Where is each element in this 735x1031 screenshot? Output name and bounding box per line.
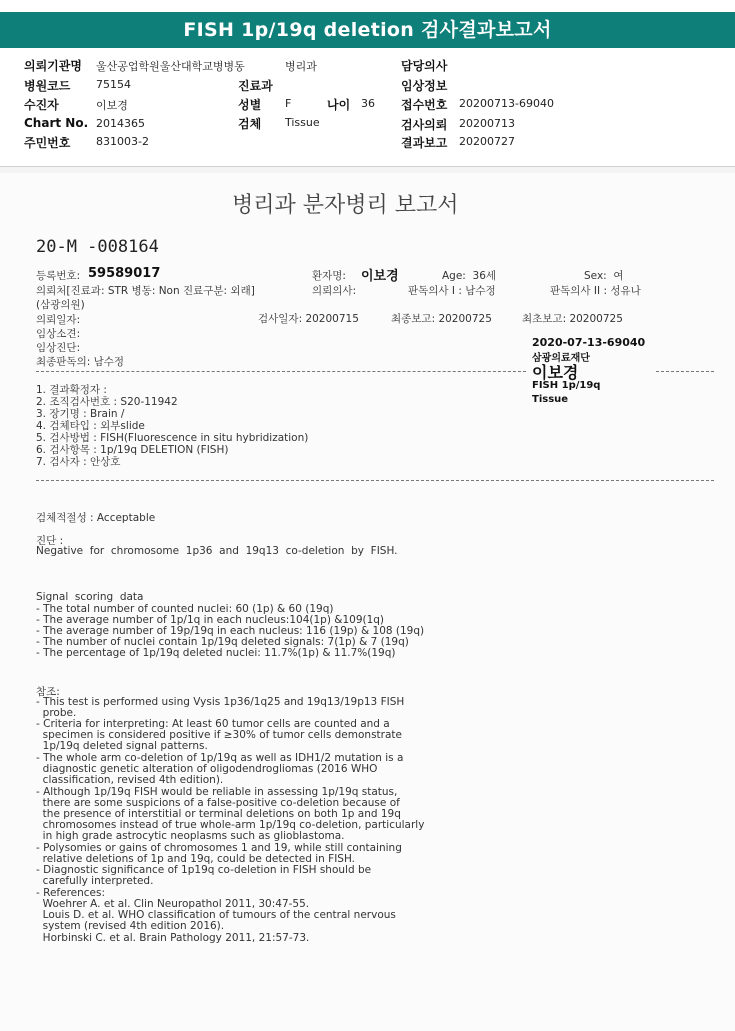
reg-number: 59589017 bbox=[88, 266, 161, 281]
ref-line: Louis D. et al. WHO classification of tumours of the central nervous bbox=[36, 909, 396, 921]
reg-label: 등록번호: bbox=[36, 270, 81, 282]
ref-line: - Polysomies or gains of chromosomes 1 and 19, while still containing bbox=[36, 842, 402, 854]
label-clinic: 진료과 bbox=[238, 79, 273, 93]
signal-line: - The percentage of 1p/19q deleted nuclei: 11.7%(1p) & 11.7%(19q) bbox=[36, 647, 396, 659]
value-hospital-code: 75154 bbox=[96, 78, 131, 91]
reader-1: 판독의사 I : 남수정 bbox=[408, 285, 496, 297]
specimen-adequacy: 검체적절성 : Acceptable bbox=[36, 512, 156, 524]
scan-title: 병리과 분자병리 보고서 bbox=[232, 193, 459, 218]
label-resident-no: 주민번호 bbox=[24, 136, 71, 150]
stamp-accession: 2020-07-13-69040 bbox=[532, 336, 646, 349]
signal-line: - The total number of counted nuclei: 60 (1p) & 60 (19q) bbox=[36, 603, 334, 615]
ref-line: - This test is performed using Vysis 1p36/1q25 and 19q13/19p13 FISH bbox=[36, 696, 405, 708]
ref-line: there are some suspicions of a false-positive co-deletion because of bbox=[36, 797, 400, 809]
stamp-specimen: Tissue bbox=[532, 394, 569, 405]
value-accession-no: 20200713-69040 bbox=[459, 97, 554, 110]
signal-line: - The number of nuclei contain 1p/19q deleted signals: 7(1p) & 7 (19q) bbox=[36, 636, 409, 648]
ref-line: 1p/19q deleted signal patterns. bbox=[36, 740, 208, 752]
label-requesting-institution: 의뢰기관명 bbox=[24, 59, 82, 73]
ref-line: the presence of interstitial or terminal deletions on both 1p and 19q bbox=[36, 808, 401, 820]
label-age: 나이 bbox=[327, 98, 351, 112]
ref-line: specimen is considered positive if ≥30% of tumor cells demonstrate bbox=[36, 729, 402, 741]
ref-line: probe. bbox=[36, 707, 77, 719]
request-date: 의뢰일자: bbox=[36, 314, 81, 326]
final-reader: 최종판독의: 남수정 bbox=[36, 356, 125, 368]
value-sex: F bbox=[285, 97, 292, 110]
value-department: 병리과 bbox=[285, 60, 317, 73]
value-request-date: 20200713 bbox=[459, 117, 515, 130]
value-report-date: 20200727 bbox=[459, 135, 515, 148]
ref-line: relative deletions of 1p and 19q, could be detected in FISH. bbox=[36, 853, 356, 865]
diagnosis-label: 진단 : bbox=[36, 535, 64, 547]
label-clinical-info: 임상정보 bbox=[401, 79, 448, 93]
ref-line: - Criteria for interpreting: At least 60 tumor cells are counted and a bbox=[36, 718, 390, 730]
patient-age: Age: 36세 bbox=[442, 270, 497, 282]
label-specimen: 검체 bbox=[238, 117, 262, 131]
clinical-findings: 임상소견: bbox=[36, 328, 81, 340]
final-report-date: 최종보고: 20200725 bbox=[391, 313, 492, 325]
header-info-table bbox=[0, 48, 735, 166]
exam-date: 검사일자: 20200715 bbox=[258, 313, 359, 325]
requesting-doctor: 의뢰의사: bbox=[312, 285, 357, 297]
patient-name: 이보경 bbox=[361, 269, 399, 284]
value-chart-no: 2014365 bbox=[96, 117, 145, 130]
stamp-patient: 이보경 bbox=[532, 363, 579, 382]
ref-line: Woehrer A. et al. Clin Neuropathol 2011, 30:47-55. bbox=[36, 898, 310, 910]
case-number: 20-M -008164 bbox=[36, 237, 159, 257]
test-item: 1. 결과확정자 : bbox=[36, 384, 107, 396]
ref-line: chromosomes instead of true whole-arm 1p/19q co-deletion, particularly bbox=[36, 819, 425, 831]
dashed-divider-1b bbox=[656, 371, 714, 372]
ref-line: - References: bbox=[36, 887, 106, 899]
value-age: 36 bbox=[361, 97, 375, 110]
label-report-date: 결과보고 bbox=[401, 136, 448, 150]
dashed-divider-2 bbox=[36, 480, 714, 481]
client-line: 의뢰처[진료과: STR 병동: Non 진료구분: 외래] bbox=[36, 285, 255, 297]
hospital-name: (삼광의원) bbox=[36, 299, 85, 311]
patient-sex: Sex: 여 bbox=[584, 270, 624, 282]
label-sex: 성별 bbox=[238, 98, 262, 112]
value-requesting-institution: 울산공업학원울산대학교병병동 bbox=[96, 60, 245, 73]
diagnosis-text: Negative for chromosome 1p36 and 19q13 co-deletion by FISH. bbox=[36, 545, 398, 557]
label-hospital-code: 병원코드 bbox=[24, 79, 71, 93]
dashed-divider-1 bbox=[36, 371, 526, 372]
first-report-date: 최초보고: 20200725 bbox=[522, 313, 623, 325]
ref-line: carefully interpreted. bbox=[36, 875, 154, 887]
ref-line: Horbinski C. et al. Brain Pathology 2011, 21:57-73. bbox=[36, 932, 310, 944]
label-request-date: 검사의뢰 bbox=[401, 118, 448, 132]
scanned-report bbox=[0, 173, 735, 1031]
report-title: FISH 1p/19q deletion 검사결과보고서 bbox=[0, 12, 735, 48]
stamp-test: FISH 1p/19q bbox=[532, 380, 601, 391]
test-item: 7. 검사자 : 안상호 bbox=[36, 456, 121, 468]
patient-label: 환자명: bbox=[312, 270, 346, 282]
reader-2: 판독의사 II : 성유나 bbox=[550, 285, 641, 297]
ref-line: system (revised 4th edition 2016). bbox=[36, 920, 225, 932]
label-accession-no: 접수번호 bbox=[401, 98, 448, 112]
signal-line: - The average number of 19p/19q in each nucleus: 116 (19p) & 108 (19q) bbox=[36, 625, 425, 637]
stamp-institution: 삼광의료재단 bbox=[532, 353, 590, 364]
value-patient: 이보경 bbox=[96, 99, 128, 112]
signal-line: - The average number of 1p/1q in each nucleus:104(1p) &109(1q) bbox=[36, 614, 385, 626]
clinical-diagnosis: 임상진단: bbox=[36, 342, 81, 354]
ref-line: - Although 1p/19q FISH would be reliable in assessing 1p/19q status, bbox=[36, 786, 398, 798]
ref-line: - Diagnostic significance of 1p19q co-deletion in FISH should be bbox=[36, 864, 372, 876]
label-patient: 수진자 bbox=[24, 98, 59, 112]
test-item: 2. 조직검사번호 : S20-11942 bbox=[36, 396, 178, 408]
label-doctor: 담당의사 bbox=[401, 59, 448, 73]
ref-line: classification, revised 4th edition). bbox=[36, 774, 224, 786]
value-resident-no: 831003-2 bbox=[96, 135, 149, 148]
ref-line: diagnostic genetic alteration of oligodendrogliomas (2016 WHO bbox=[36, 763, 378, 775]
test-item: 4. 검체타입 : 외부slide bbox=[36, 420, 145, 432]
ref-line: in high grade astrocytic neoplasms such as glioblastoma. bbox=[36, 830, 345, 842]
label-chart-no: Chart No. bbox=[24, 116, 89, 130]
test-item: 6. 검사항목 : 1p/19q DELETION (FISH) bbox=[36, 444, 229, 456]
reference-title: 참조: bbox=[36, 686, 60, 698]
test-item: 5. 검사방법 : FISH(Fluorescence in situ hybridization) bbox=[36, 432, 309, 444]
ref-line: - The whole arm co-deletion of 1p/19q as well as IDH1/2 mutation is a bbox=[36, 752, 404, 764]
signal-title: Signal scoring data bbox=[36, 591, 144, 603]
test-item: 3. 장기명 : Brain / bbox=[36, 408, 125, 420]
value-specimen: Tissue bbox=[285, 116, 320, 129]
